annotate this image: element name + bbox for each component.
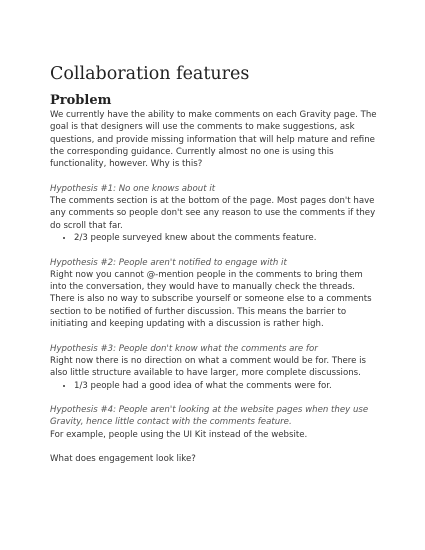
list-item: • 2/3 people surveyed knew about the comments feature. xyxy=(74,232,377,244)
closing-question: What does engagement look like? xyxy=(50,454,196,465)
hypothesis-3-body: Right now there is no direction on what a comment would be for. There is also little structure available to have larger, more complete discussions. xyxy=(50,355,367,379)
hypothesis-2-body: Right now you cannot @-mention people in the comments to bring them into the conversation, they would have to manually check the threads. There is also no way to subscribe yourself or someone else to a comments section to be notified of further discussion. This means the barrier to initiating and keeping updating with a discussion is rather high. xyxy=(50,269,372,330)
hypothesis-3-heading: Hypothesis #3: People don't know what the comments are for xyxy=(50,343,318,354)
hypothesis-1-heading: Hypothesis #1: No one knows about it xyxy=(50,183,216,194)
hypothesis-3-list xyxy=(50,380,377,392)
hypothesis-1-body: The comments section is at the bottom of the page. Most pages don't have any comments so people don't see any reason to use the comments if they do scroll that far. xyxy=(50,196,376,231)
hypothesis-1-list xyxy=(50,232,377,244)
section-heading-problem: Problem xyxy=(50,93,112,108)
intro-paragraph: We currently have the ability to make comments on each Gravity page. The goal is that designers will use the comments to make suggestions, ask questions, and provide missing information that will help mature and refine the corresponding guidance. Currently almost no one is using this functionality, however. Why is this? xyxy=(50,110,377,170)
hypothesis-2-heading: Hypothesis #2: People aren't notified to engage with it xyxy=(50,257,287,268)
page-title: Collaboration features xyxy=(50,64,250,84)
list-item: • 1/3 people had a good idea of what the comments were for. xyxy=(74,380,377,392)
hypothesis-4-body: For example, people using the UI Kit instead of the website. xyxy=(50,429,308,440)
hypothesis-4-heading: Hypothesis #4: People aren't looking at the website pages when they use Gravity, hence little contact with the comments feature. xyxy=(50,405,369,428)
